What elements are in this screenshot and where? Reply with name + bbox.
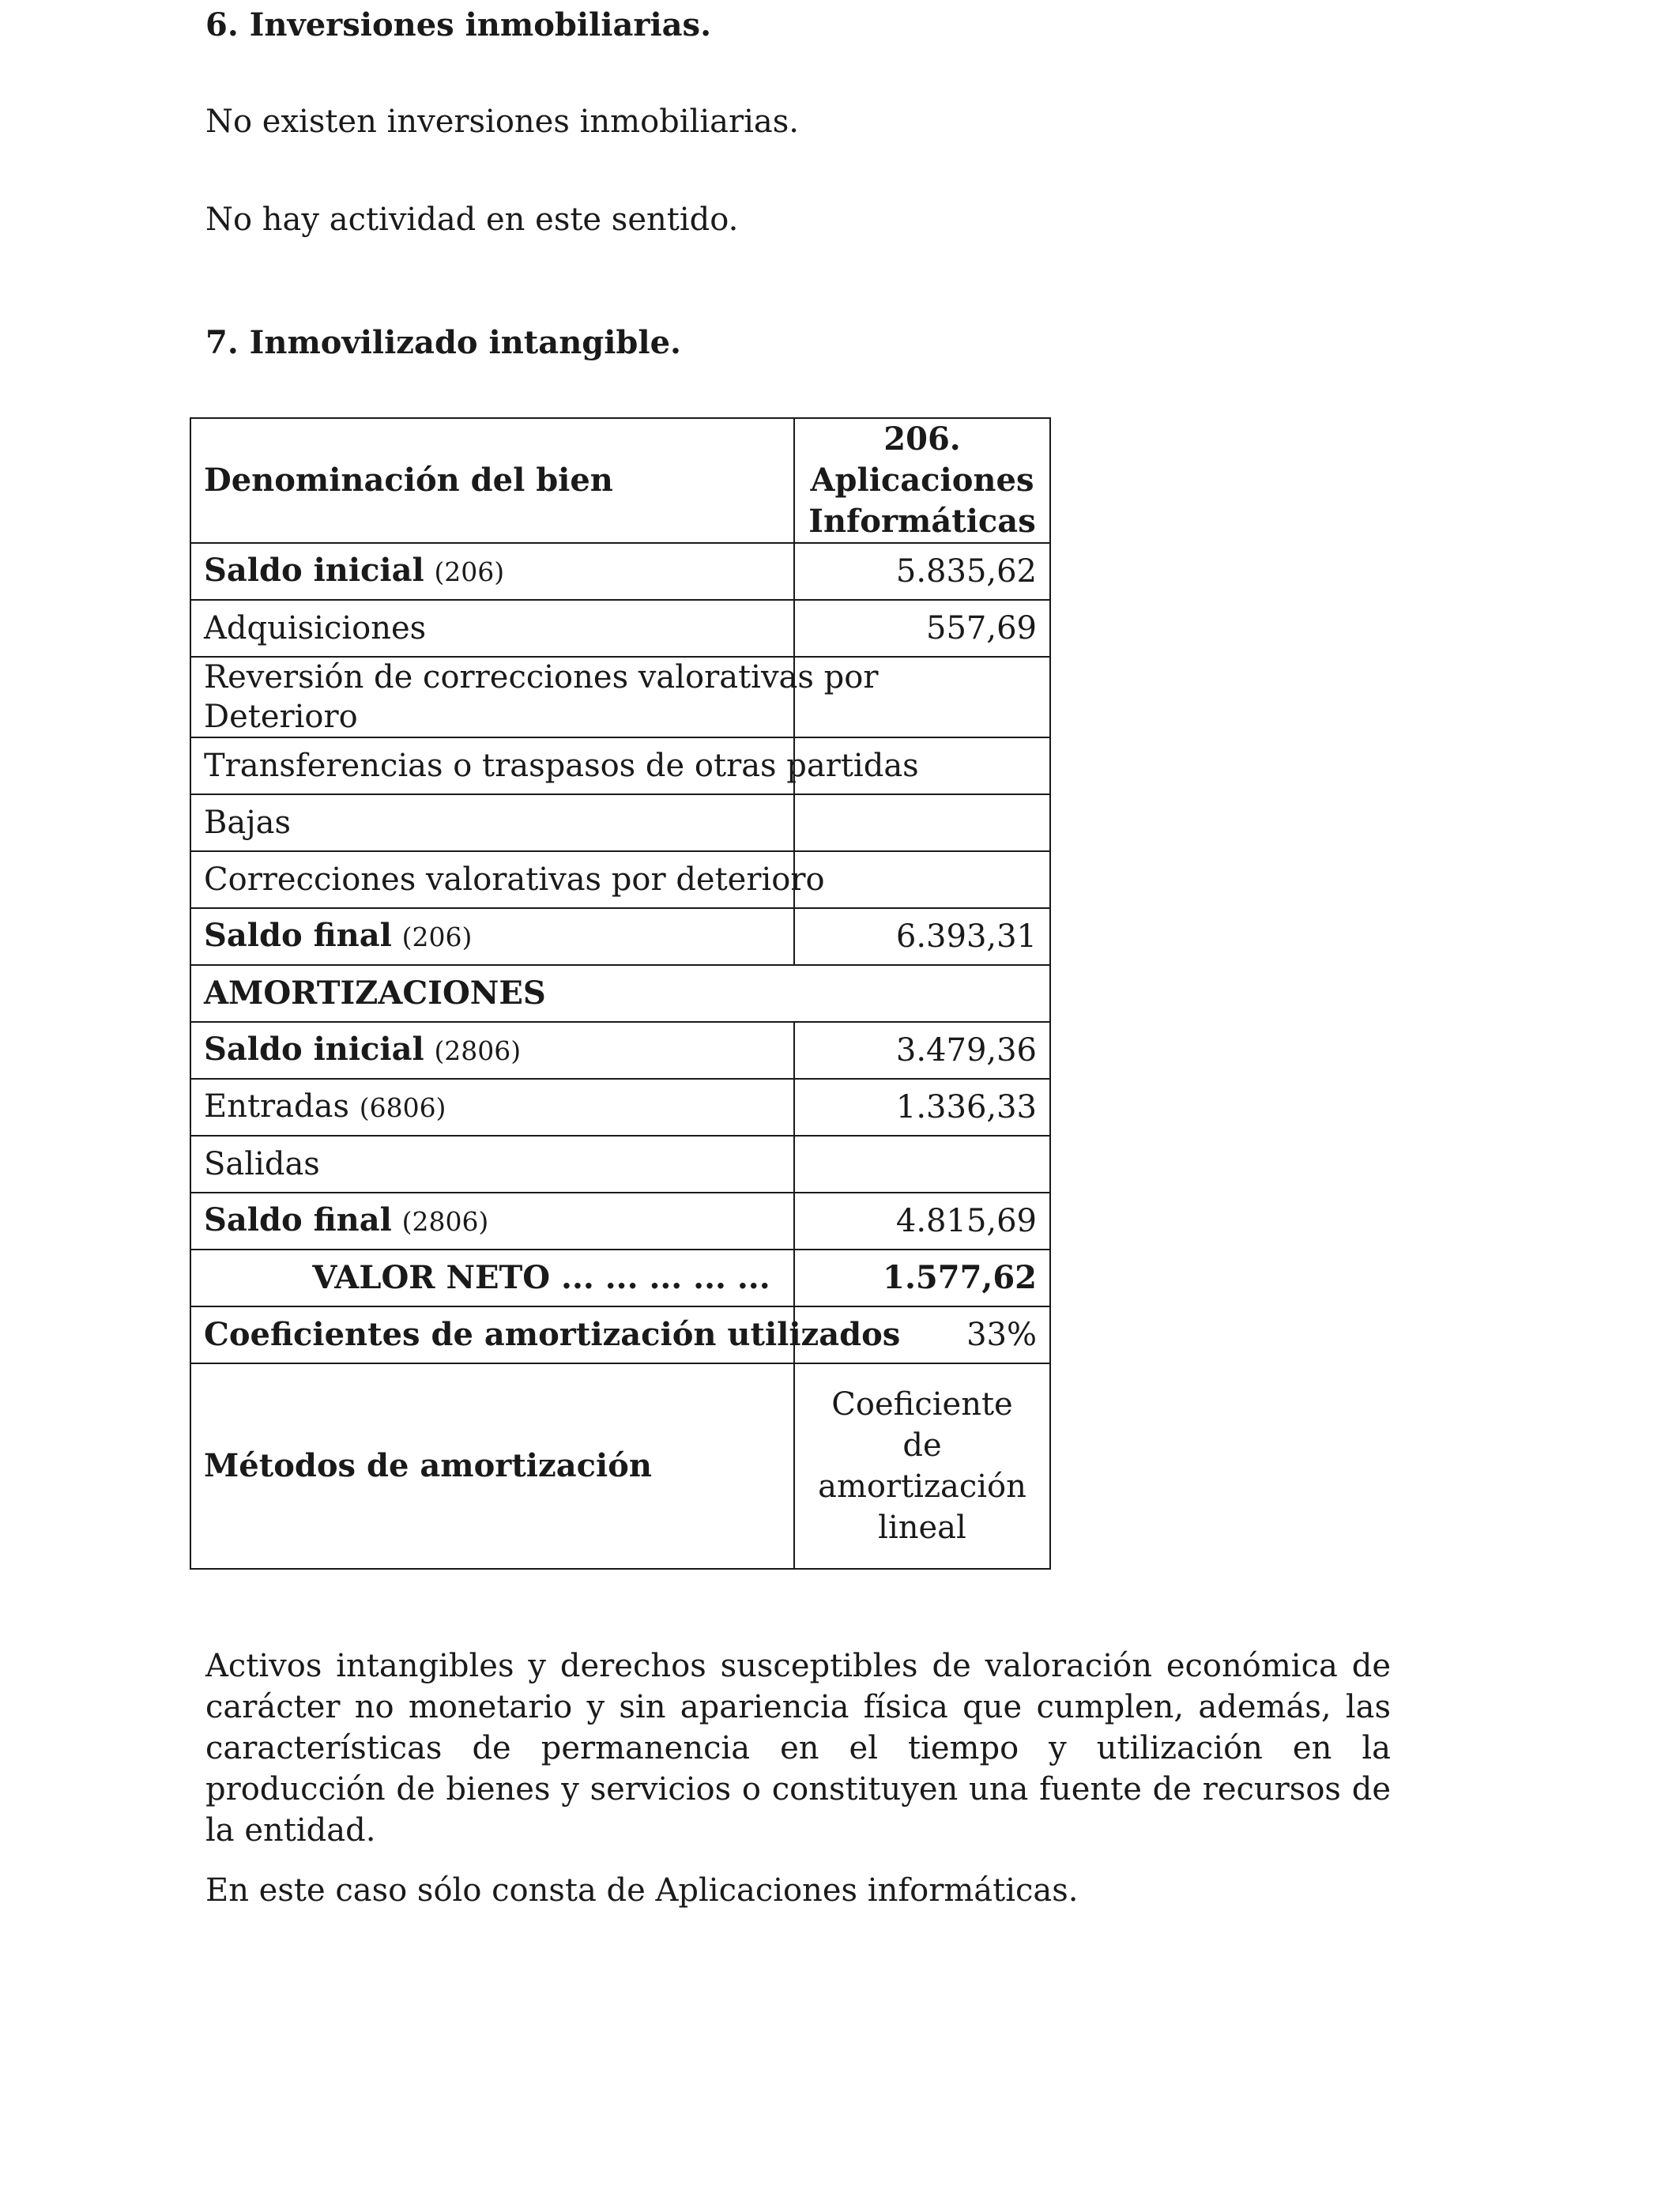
table-row	[190, 1022, 1050, 1079]
table-header-row	[190, 418, 1050, 543]
bajas-label: Bajas	[190, 794, 794, 851]
coeficientes-label: Coeficientes de amortización utilizados	[190, 1306, 794, 1363]
am-saldo-final-code: (2806)	[401, 1206, 489, 1237]
coeficientes-value: 33%	[794, 1306, 1050, 1363]
metodos-value-line-1: Coeficiente de	[831, 1386, 1013, 1464]
table-row	[190, 1136, 1050, 1193]
amortizaciones-label: AMORTIZACIONES	[190, 965, 1050, 1022]
header-denominacion: Denominación del bien	[190, 418, 794, 543]
adquisiciones-value: 557,69	[794, 600, 1050, 657]
section-7-heading: 7. Inmovilizado intangible.	[205, 324, 681, 361]
entradas-value: 1.336,33	[794, 1079, 1050, 1136]
table-row	[190, 1079, 1050, 1136]
saldo-inicial-value: 5.835,62	[794, 543, 1050, 600]
header-aplicaciones	[794, 418, 1050, 543]
adquisiciones-label: Adquisiciones	[190, 600, 794, 657]
saldo-final-label-cell	[190, 908, 794, 965]
table-row	[190, 908, 1050, 965]
bajas-value	[794, 794, 1050, 851]
section-6-paragraph-2: No hay actividad en este sentido.	[205, 202, 739, 238]
metodos-value-line-2: amortización	[818, 1468, 1026, 1505]
table-row	[190, 657, 1050, 737]
valor-neto-label: VALOR NETO ... ... ... ... ...	[190, 1250, 794, 1306]
header-aplicaciones-line-1: 206.	[883, 420, 961, 458]
table-row	[190, 965, 1050, 1022]
header-aplicaciones-line-3: Informáticas	[808, 503, 1036, 540]
am-saldo-inicial-code: (2806)	[434, 1035, 522, 1066]
table-row	[190, 737, 1050, 794]
metodos-value-line-3: lineal	[878, 1510, 966, 1546]
header-aplicaciones-line-2: Aplicaciones	[810, 462, 1034, 499]
section-6-heading: 6. Inversiones inmobiliarias.	[205, 6, 711, 43]
saldo-final-code: (206)	[401, 922, 473, 952]
saldo-inicial-label: Saldo inicial	[204, 552, 424, 589]
table-row	[190, 794, 1050, 851]
reversion-label-cell	[190, 657, 879, 737]
am-saldo-final-label-cell	[190, 1193, 794, 1250]
transferencias-label: Transferencias o traspasos de otras partidas	[190, 737, 794, 794]
reversion-label-line-1: Reversión de correcciones valorativas por	[204, 659, 879, 696]
reversion-label-line-2: Deterioro	[204, 699, 358, 735]
table-row	[190, 851, 1050, 908]
table-row	[190, 543, 1050, 600]
metodos-value	[794, 1363, 1050, 1569]
table-row	[190, 1193, 1050, 1250]
table-row	[190, 600, 1050, 657]
saldo-inicial-code: (206)	[434, 556, 505, 587]
table-row	[190, 1250, 1050, 1306]
entradas-label: Entradas	[204, 1088, 349, 1125]
am-saldo-final-label: Saldo final	[204, 1201, 392, 1238]
entradas-code: (6806)	[359, 1092, 446, 1123]
salidas-label: Salidas	[190, 1136, 794, 1193]
correcciones-value	[794, 851, 1050, 908]
saldo-final-value: 6.393,31	[794, 908, 1050, 965]
metodos-label: Métodos de amortización	[190, 1363, 794, 1569]
correcciones-label: Correcciones valorativas por deterioro	[190, 851, 794, 908]
saldo-inicial-label-cell	[190, 543, 794, 600]
closing-paragraph-2: En este caso sólo consta de Aplicaciones informáticas.	[205, 1872, 1079, 1909]
entradas-label-cell	[190, 1079, 794, 1136]
am-saldo-final-value: 4.815,69	[794, 1193, 1050, 1250]
am-saldo-inicial-label-cell	[190, 1022, 794, 1079]
valor-neto-value: 1.577,62	[794, 1250, 1050, 1306]
intangible-assets-table	[190, 417, 1051, 1570]
saldo-final-label: Saldo final	[204, 917, 392, 954]
section-6-paragraph-1: No existen inversiones inmobiliarias.	[205, 104, 799, 140]
closing-paragraph-1: Activos intangibles y derechos susceptibles de valoración económica de carácter no monetario y sin apariencia física que cumplen, además, las características de permanencia en el tiempo y utilización en la producción de bienes y servicios o constituyen una fuente de recursos de la entidad.	[205, 1648, 1391, 1849]
table-row	[190, 1363, 1050, 1569]
am-saldo-inicial-label: Saldo inicial	[204, 1031, 424, 1068]
am-saldo-inicial-value: 3.479,36	[794, 1022, 1050, 1079]
salidas-value	[794, 1136, 1050, 1193]
table-row	[190, 1306, 1050, 1363]
